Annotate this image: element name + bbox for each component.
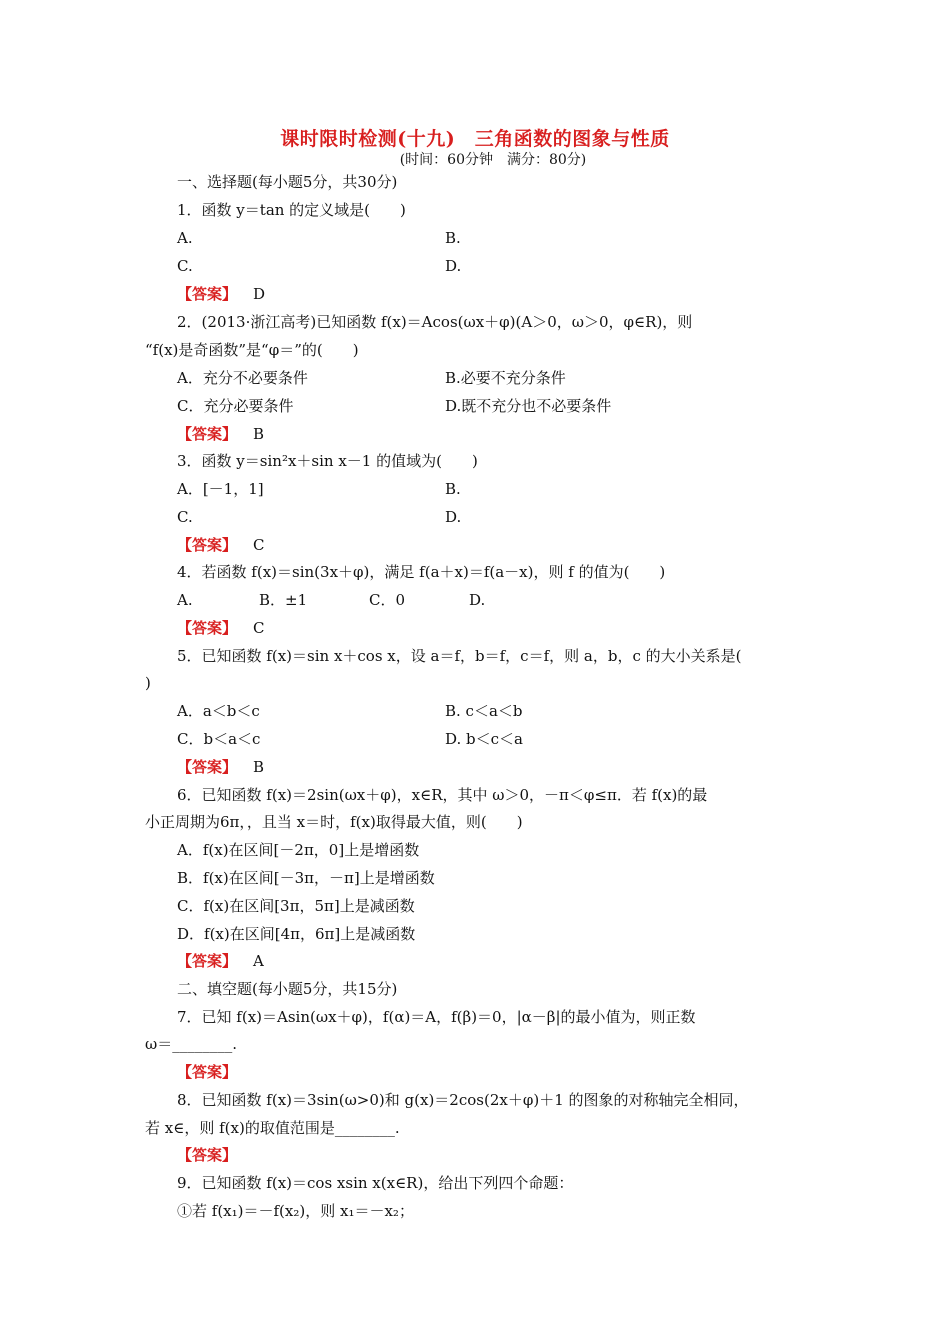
question-3-option-c: C. — [177, 508, 193, 526]
question-4-option-b: B．±1 — [259, 591, 308, 609]
answer-value: C — [253, 619, 265, 637]
question-4-stem: 4．若函数 f(x)＝sin(3x＋φ)，满足 f(a＋x)＝f(a－x)，则 f 的值为( ) — [177, 563, 666, 581]
question-8-stem-line2: 若 x∈，则 f(x)的取值范围是________. — [145, 1119, 400, 1137]
section-heading-fill: 二、填空题(每小题5分，共15分) — [177, 980, 398, 998]
answer-value: C — [253, 536, 265, 554]
question-5-option-a: A．a＜b＜c — [177, 702, 260, 720]
question-6-answer — [177, 951, 264, 971]
question-2-option-b: B.必要不充分条件 — [445, 369, 566, 387]
question-3-option-a: A．[－1，1] — [177, 480, 264, 498]
question-1-answer — [177, 284, 265, 304]
question-2-option-d: D.既不充分也不必要条件 — [445, 397, 612, 415]
answer-tag: 【答案】 — [177, 425, 238, 443]
question-7-stem-line1: 7．已知 f(x)＝Asin(ωx＋φ)，f(α)＝A，f(β)＝0，|α－β|的最小值为，则正数 — [177, 1008, 696, 1026]
question-9-stem: 9．已知函数 f(x)＝cos xsin x(x∈R)，给出下列四个命题： — [177, 1174, 574, 1192]
page-subtitle: (时间：60分钟 满分：80分) — [399, 152, 587, 168]
question-6-stem-line2: 小正周期为6π，，且当 x＝时，f(x)取得最大值，则( ) — [145, 813, 523, 831]
question-5-option-d: D. b＜c＜a — [445, 730, 523, 748]
question-3-option-b: B. — [445, 480, 461, 498]
question-5-stem-line1: 5．已知函数 f(x)＝sin x＋cos x，设 a＝f，b＝f，c＝f，则 a，b，c 的大小关系是( — [177, 647, 742, 665]
question-1-stem: 1．函数 y＝tan 的定义域是( ) — [177, 201, 406, 219]
question-1-option-a: A. — [177, 229, 193, 247]
question-6-option-c: C．f(x)在区间[3π，5π]上是减函数 — [177, 897, 415, 915]
answer-value: D — [253, 285, 266, 303]
question-2-option-c: C．充分必要条件 — [177, 397, 294, 415]
question-8-stem-line1: 8．已知函数 f(x)＝3sin(ω>0)和 g(x)＝2cos(2x＋φ)＋1 的图象的对称轴完全相同， — [177, 1091, 749, 1109]
page-title: 课时限时检测(十九) 三角函数的图象与性质 — [280, 128, 670, 150]
question-1-option-d: D. — [445, 257, 462, 275]
answer-value: B — [253, 425, 265, 443]
answer-value: A — [253, 952, 264, 970]
question-3-answer — [177, 535, 265, 555]
question-2-stem-line2: “f(x)是奇函数”是“φ＝”的( ) — [145, 341, 359, 359]
question-2-answer — [177, 424, 264, 444]
answer-tag: 【答案】 — [177, 536, 238, 554]
answer-tag: 【答案】 — [177, 758, 238, 776]
question-2-stem-line1: 2．(2013·浙江高考)已知函数 f(x)＝Acos(ωx＋φ)(A＞0，ω＞0，φ∈R)，则 — [177, 313, 693, 331]
question-5-option-b: B. c＜a＜b — [445, 702, 523, 720]
question-7-stem-line2: ω＝________. — [145, 1035, 237, 1053]
question-6-option-b: B．f(x)在区间[－3π，－π]上是增函数 — [177, 869, 435, 887]
answer-tag: 【答案】 — [177, 952, 238, 970]
answer-tag: 【答案】 — [177, 285, 238, 303]
question-4-option-d: D. — [469, 591, 486, 609]
question-3-option-d: D. — [445, 508, 462, 526]
question-6-option-d: D．f(x)在区间[4π，6π]上是减函数 — [177, 925, 416, 943]
question-6-stem-line1: 6．已知函数 f(x)＝2sin(ωx＋φ)，x∈R，其中 ω＞0，－π＜φ≤π．若 f(x)的最 — [177, 786, 708, 804]
question-5-option-c: C．b＜a＜c — [177, 730, 261, 748]
question-2-option-a: A．充分不必要条件 — [177, 369, 308, 387]
question-7-answer — [177, 1062, 237, 1082]
question-3-stem: 3．函数 y＝sin²x＋sin x－1 的值域为( ) — [177, 452, 478, 470]
answer-tag: 【答案】 — [177, 619, 238, 637]
question-5-answer — [177, 757, 264, 777]
question-8-answer — [177, 1145, 237, 1165]
question-5-stem-line2: ) — [145, 674, 151, 692]
question-4-option-c: C．0 — [369, 591, 406, 609]
answer-tag: 【答案】 — [177, 1146, 238, 1164]
question-4-option-a: A. — [177, 591, 193, 609]
answer-tag: 【答案】 — [177, 1063, 238, 1081]
question-9-item-1: ①若 f(x₁)＝－f(x₂)，则 x₁＝－x₂； — [177, 1202, 414, 1220]
question-1-option-c: C. — [177, 257, 193, 275]
question-1-option-b: B. — [445, 229, 461, 247]
question-4-answer — [177, 618, 265, 638]
answer-value: B — [253, 758, 265, 776]
section-heading-choice: 一、选择题(每小题5分，共30分) — [177, 173, 398, 191]
question-6-option-a: A．f(x)在区间[－2π，0]上是增函数 — [177, 841, 420, 859]
